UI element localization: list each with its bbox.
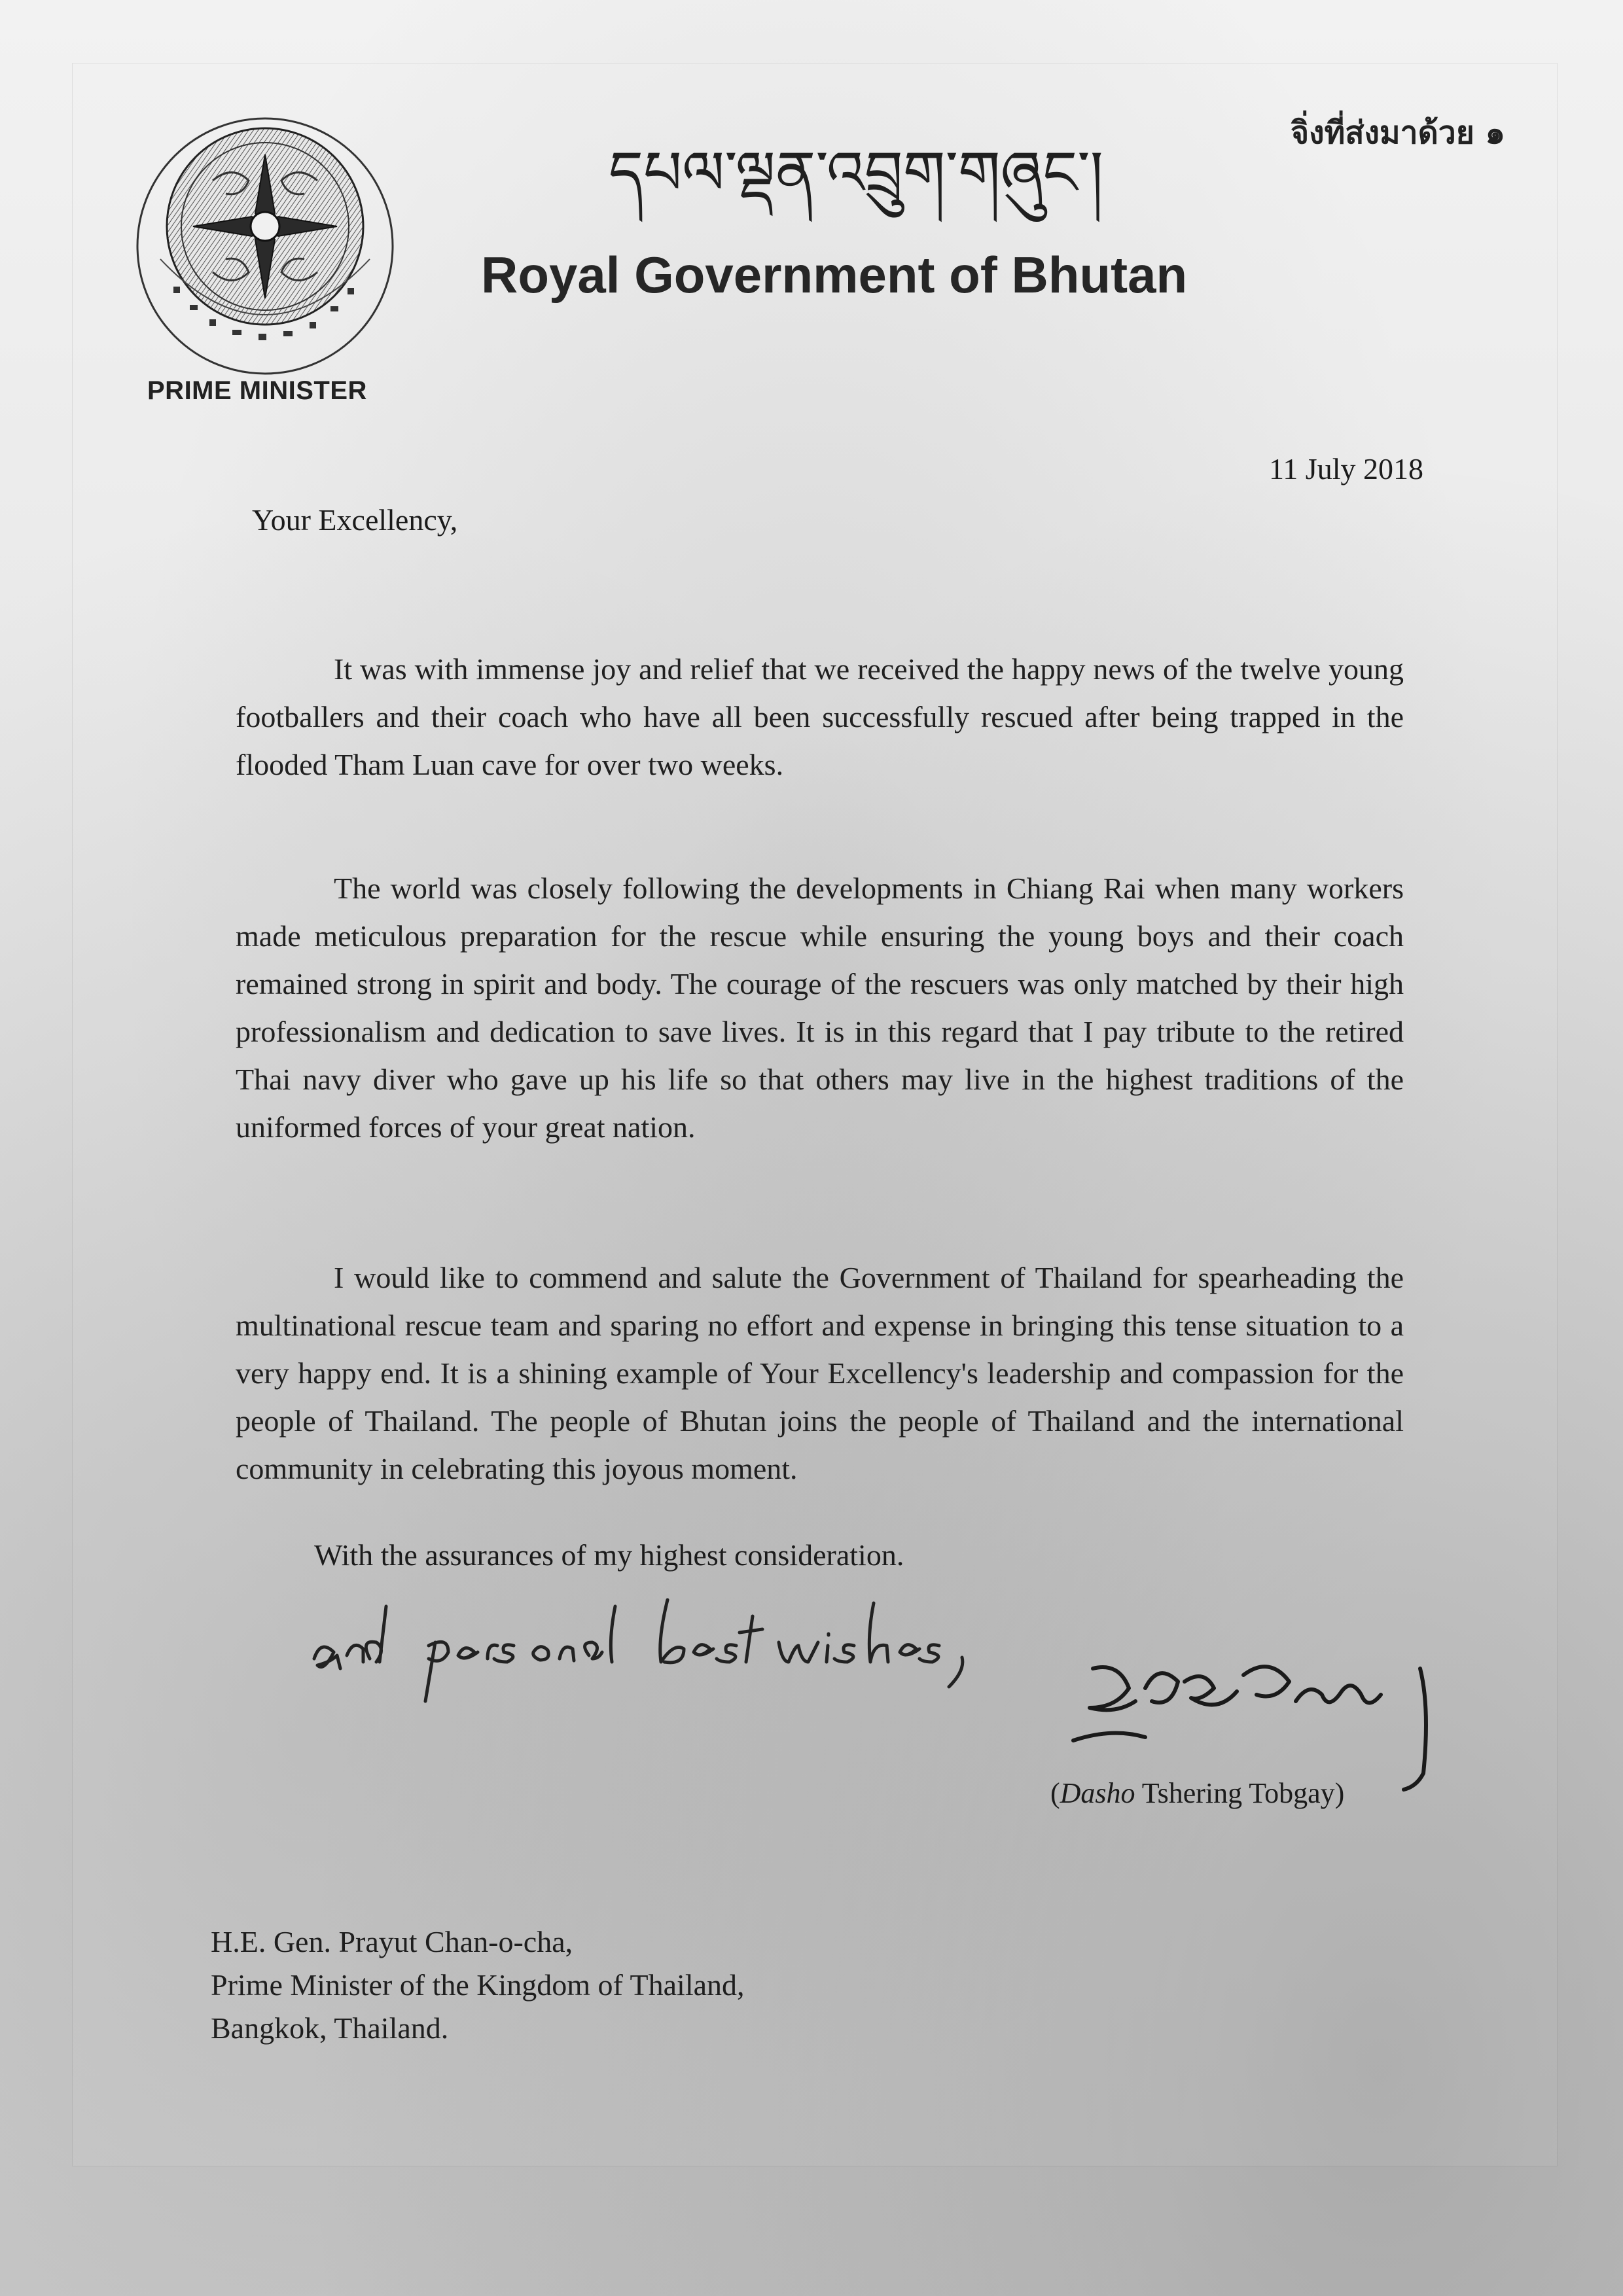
closing-line: With the assurances of my highest consideration.: [314, 1538, 904, 1572]
recipient-line-3: Bangkok, Thailand.: [211, 2011, 449, 2045]
signer-open-paren: (: [1050, 1777, 1060, 1809]
salutation: Your Excellency,: [252, 503, 458, 537]
letter-date: 11 July 2018: [1269, 452, 1423, 486]
enclosure-note: จิ่งที่ส่งมาด้วย ๑: [1291, 115, 1505, 151]
office-label: PRIME MINISTER: [147, 376, 367, 405]
paragraph-1: It was with immense joy and relief that we received the happy news of the twelve young footballers and their coach who have all been successfully rescued after being trapped in the flooded Tham Luan cave for over two weeks.: [236, 652, 1404, 781]
handwritten-signature-icon: [1047, 1629, 1466, 1799]
recipient-line-1: H.E. Gen. Prayut Chan-o-cha,: [211, 1925, 573, 1958]
recipient-line-2: Prime Minister of the Kingdom of Thailand,: [211, 1968, 745, 2002]
paragraph-2: The world was closely following the developments in Chiang Rai when many workers made meticulous preparation for the rescue while ensuring the young boys and their coach remained strong in spirit and body. The courage of the rescuers was only matched by their high professionalism and dedication to save lives. It is in this regard that I pay tribute to the retired Thai navy diver who gave up his life so that others may live in the highest traditions of the uniformed forces of your great nation.: [236, 872, 1404, 1144]
dzongkha-title: དཔལ་ལྡན་འབྲུག་གཞུང་།: [609, 138, 1103, 208]
signer-title: Dasho: [1060, 1777, 1135, 1809]
paragraph-3: I would like to commend and salute the Government of Thailand for spearheading the multinational rescue team and sparing no effort and expense in bringing this tense situation to a very happy end. It is a shining example of Your Excellency's leadership and compassion for the people of Thailand. The people of Bhutan joins the people of Thailand and the international community in celebrating this joyous moment.: [236, 1261, 1404, 1485]
recipient-address: [211, 1920, 745, 2050]
signer-surname: Tshering Tobgay: [1135, 1777, 1335, 1809]
signer-name: [1050, 1776, 1344, 1810]
handwritten-note: [301, 1580, 1113, 1704]
government-title: Royal Government of Bhutan: [481, 246, 1188, 304]
signer-close-paren: ): [1334, 1777, 1345, 1809]
bhutan-government-emblem-icon: [134, 115, 396, 377]
